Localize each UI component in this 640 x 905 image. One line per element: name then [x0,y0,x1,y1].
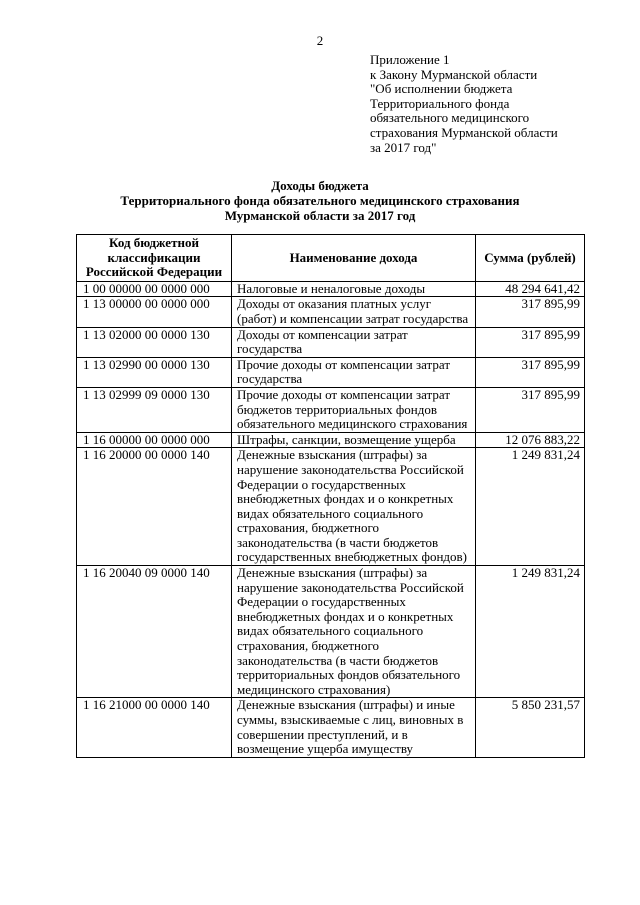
table-row [77,432,585,448]
row-name: Налоговые и неналоговые доходы [232,281,476,297]
table-row [77,327,585,357]
row-name: Штрафы, санкции, возмещение ущерба [232,432,476,448]
row-code: 1 00 00000 00 0000 000 [77,281,232,297]
page-number: 2 [316,33,324,48]
appendix-line: "Об исполнении бюджета [370,81,513,97]
row-code: 1 13 02990 00 0000 130 [77,357,232,387]
table-row [77,566,585,698]
row-code: 1 13 02999 09 0000 130 [77,387,232,432]
row-code: 1 13 00000 00 0000 000 [77,297,232,327]
header-name: Наименование дохода [232,235,476,282]
row-name: Прочие доходы от компенсации затрат бюджетов территориальных фондов обязательного медицинского страхования [232,387,476,432]
table-row [77,698,585,757]
table-row [77,448,585,566]
appendix-line: Территориального фонда [370,95,510,111]
title-line: Мурманской области за 2017 год [224,208,416,223]
header-amount: Сумма (рублей) [476,235,585,282]
row-amount: 317 895,99 [476,297,585,327]
row-name: Денежные взыскания (штрафы) за нарушение законодательства Российской Федерации о государственных внебюджетных фондах и о конкретных видах обязательного социального страхования, бюджетного законодательства (в части бюджетов государственных внебюджетных фондов) [232,448,476,566]
table-row [77,357,585,387]
row-code: 1 16 20000 00 0000 140 [77,448,232,566]
appendix-note [370,53,610,155]
row-amount: 12 076 883,22 [476,432,585,448]
row-amount: 317 895,99 [476,327,585,357]
row-name: Денежные взыскания (штрафы) за нарушение законодательства Российской Федерации о государственных внебюджетных фондах и о конкретных видах обязательного социального страхования, бюджетного законодательства (в части бюджетов территориальных фондов обязательного медицинского страхования) [232,566,476,698]
row-name: Прочие доходы от компенсации затрат государства [232,357,476,387]
appendix-line: к Закону Мурманской области [370,66,538,82]
row-code: 1 16 20040 09 0000 140 [77,566,232,698]
appendix-line: страхования Мурманской области [370,124,558,140]
appendix-line: Приложение 1 [370,52,450,67]
row-code: 1 16 21000 00 0000 140 [77,698,232,757]
table-header-row [77,235,585,282]
row-amount: 317 895,99 [476,387,585,432]
row-amount: 1 249 831,24 [476,566,585,698]
row-name: Доходы от оказания платных услуг (работ) и компенсации затрат государства [232,297,476,327]
row-amount: 5 850 231,57 [476,698,585,757]
income-table [76,234,585,758]
row-name: Доходы от компенсации затрат государства [232,327,476,357]
title-line: Территориального фонда обязательного медицинского страхования [120,193,520,208]
table-row [77,281,585,297]
table-row [77,297,585,327]
row-amount: 1 249 831,24 [476,448,585,566]
row-code: 1 13 02000 00 0000 130 [77,327,232,357]
appendix-line: за 2017 год" [370,139,437,155]
row-name: Денежные взыскания (штрафы) и иные суммы, взыскиваемые с лиц, виновных в совершении преступлений, и в возмещение ущерба имуществу [232,698,476,757]
document-title [0,178,640,223]
appendix-line: обязательного медицинского [370,110,530,126]
header-code: Код бюджетной классификации Российской Федерации [77,235,232,282]
row-amount: 317 895,99 [476,357,585,387]
title-line: Доходы бюджета [271,178,369,193]
table-row [77,387,585,432]
row-code: 1 16 00000 00 0000 000 [77,432,232,448]
row-amount: 48 294 641,42 [476,281,585,297]
